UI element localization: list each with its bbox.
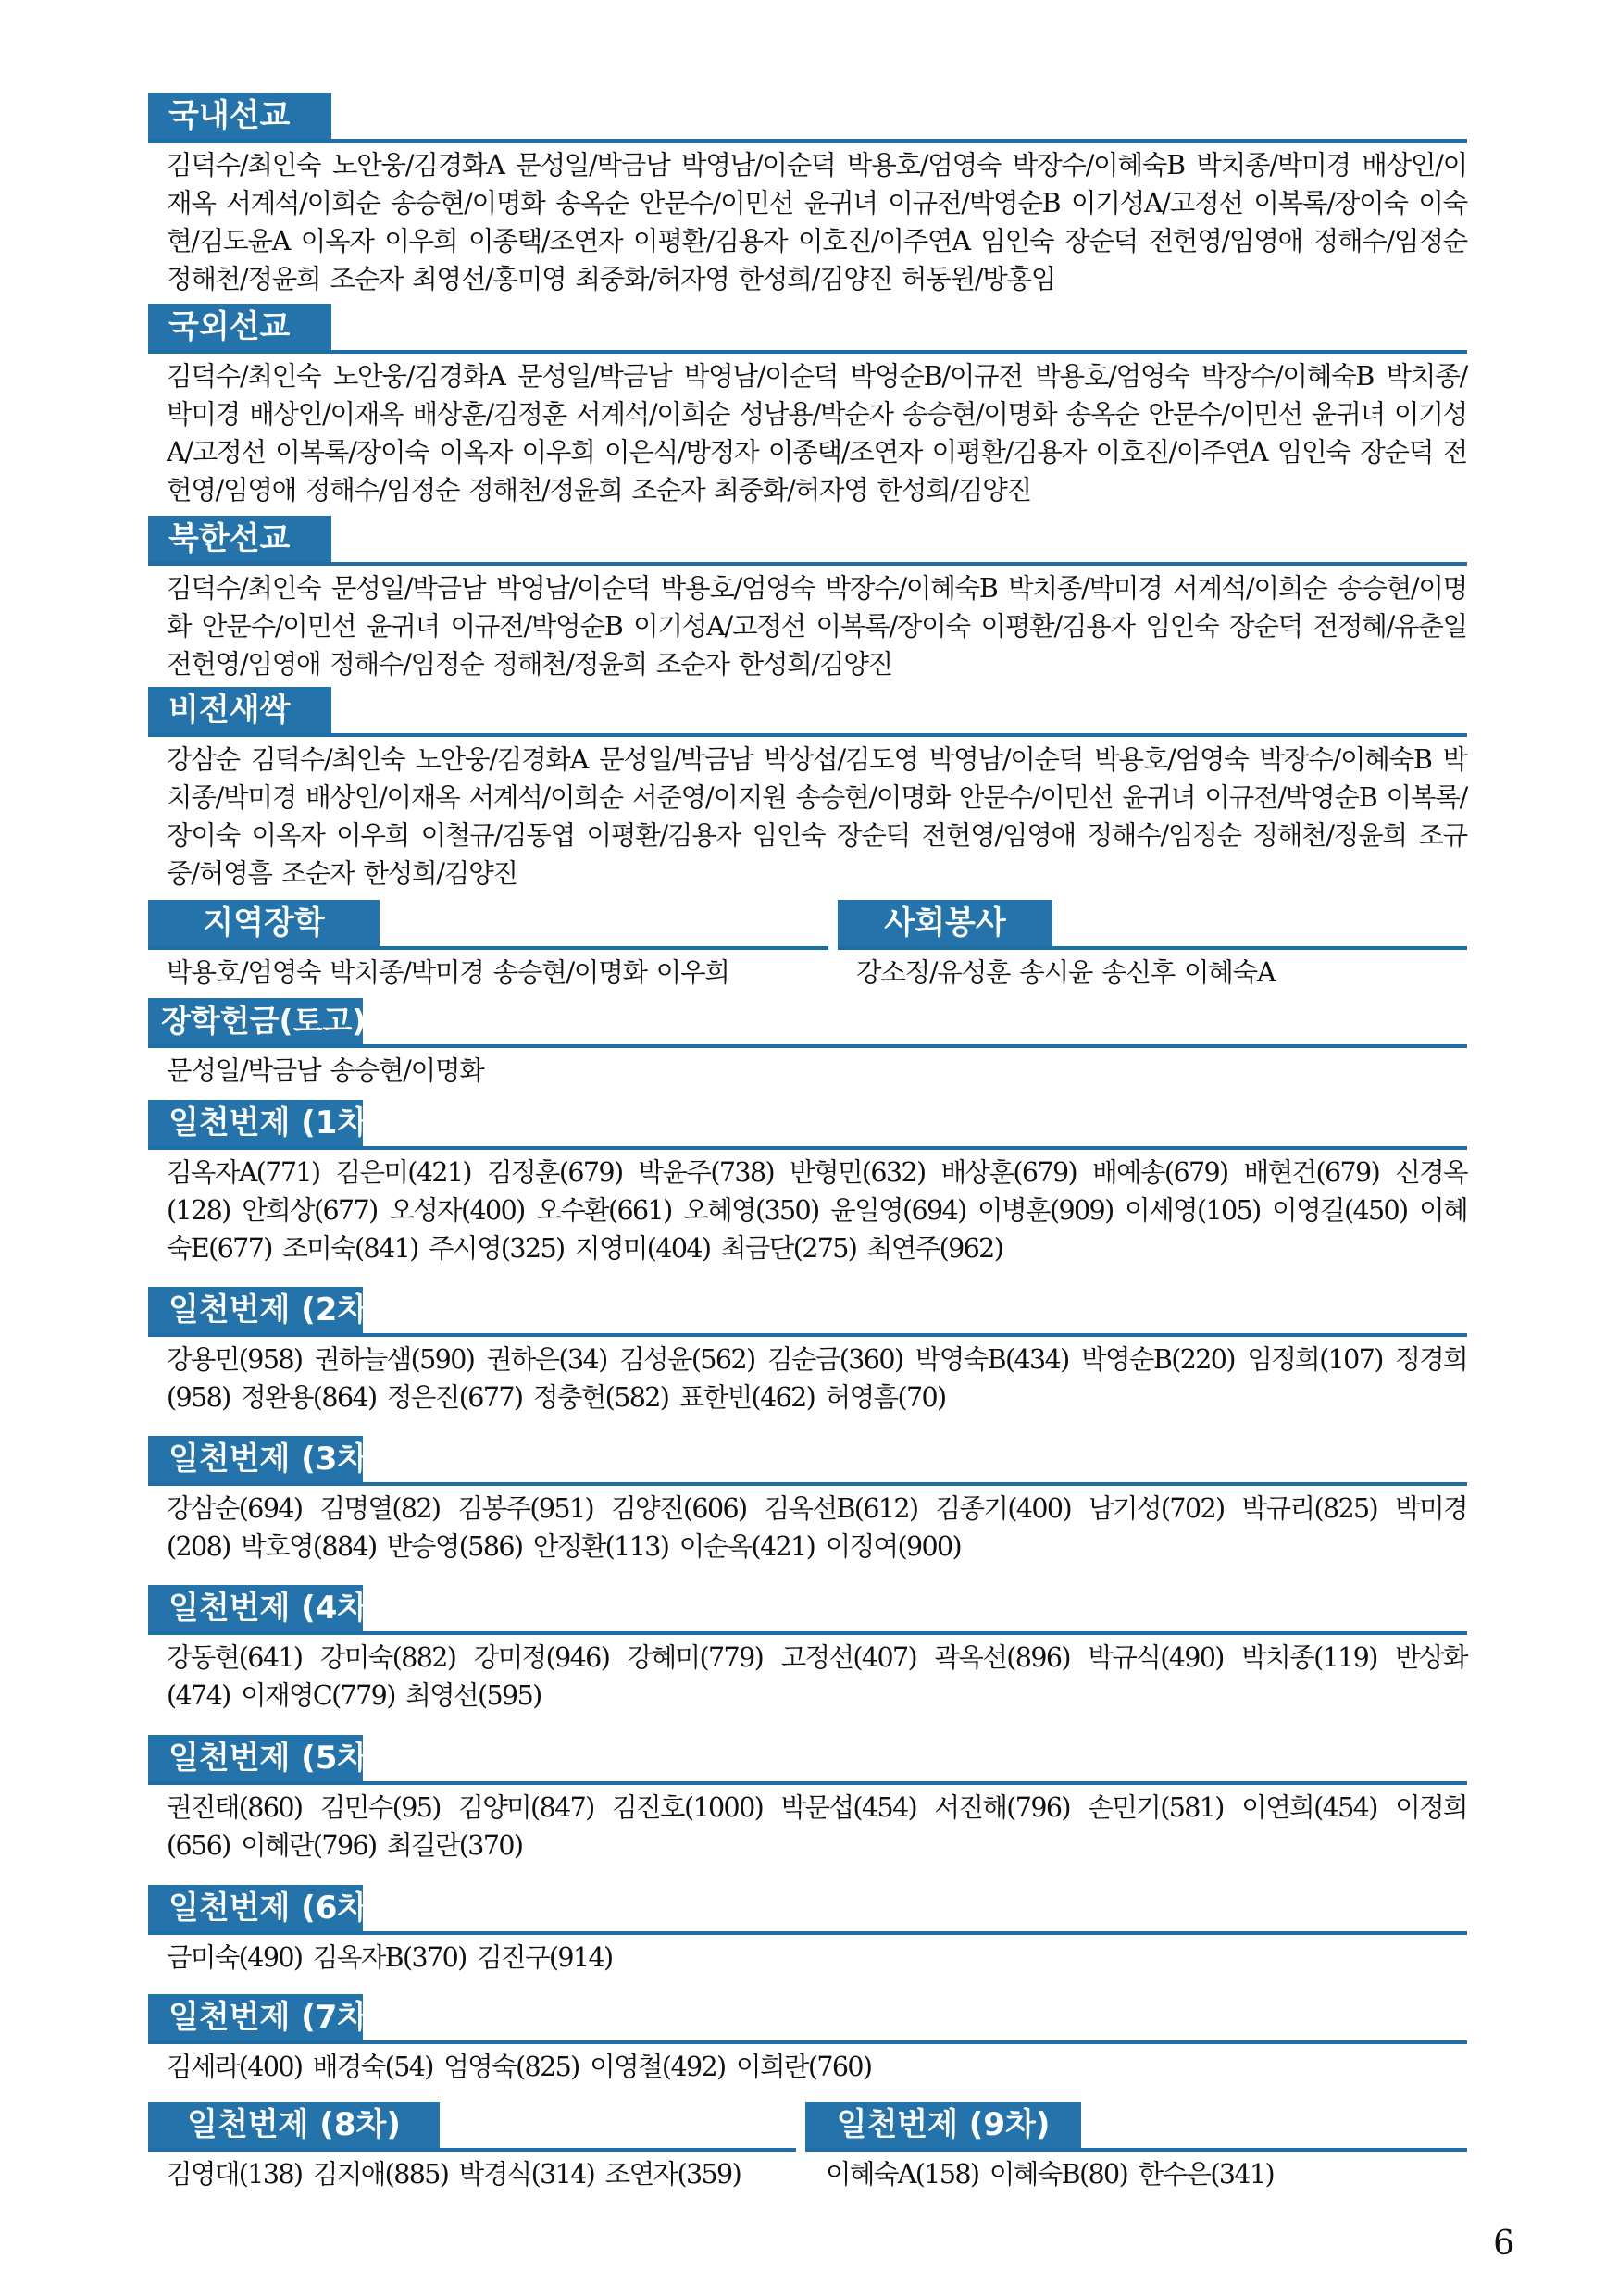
section-header — [148, 687, 1467, 737]
section-header — [148, 93, 1467, 143]
section-header — [838, 900, 1467, 950]
section-body: 김영대(138) 김지애(885) 박경식(314) 조연자(359) — [167, 2159, 741, 2190]
section-header — [148, 1994, 1467, 2044]
section-title: 일천번제 (2차) — [148, 1287, 363, 1333]
section-thousand-offering-5 — [148, 1735, 1467, 1865]
section-body: 강삼순 김덕수/최인숙 노안웅/김경화A 문성일/박금남 박상섭/김도영 박영남/이순덕 박용호/엄영숙 박장수/이혜숙B 박치종/박미경 배상인/이재옥 서계석/이희순 서준영/이지원 송승현/이명화 안문수/이민선 윤귀녀 이규전/박영순B 이복록/장이숙 이옥자 이우희 이철규/김동엽 이평환/김용자 임인숙 장순덕 전헌영/임영애 정해수/임정순 정해천/정윤희 조규중/허영흠 조순자 한성희/김양진 — [167, 744, 1467, 889]
section-title: 북한선교 — [148, 516, 331, 562]
section-body: 김옥자A(771) 김은미(421) 김정훈(679) 박윤주(738) 반형민(632) 배상훈(679) 배예송(679) 배현건(679) 신경옥(128) 안희상(677) 오성자(400) 오수환(661) 오혜영(350) 윤일영(694) 이병훈(909) 이세영(105) 이영길(450) 이혜숙E(677) 조미숙(841) 주시영(325) 지영미(404) 최금단(275) 최연주(962) — [167, 1157, 1467, 1264]
section-body: 김덕수/최인숙 노안웅/김경화A 문성일/박금남 박영남/이순덕 박영순B/이규전 박용호/엄영숙 박장수/이혜숙B 박치종/박미경 배상인/이재옥 배상훈/김정훈 서계석/이희순 성남용/박순자 송승현/이명화 송옥순 안문수/이민선 윤귀녀 이기성A/고정선 이복록/장이숙 이옥자 이우희 이은식/방정자 이종택/조연자 이평환/김용자 이호진/이주연A 임인숙 장순덕 전헌영/임영애 정해수/임정순 정해천/정윤희 조순자 최중화/허자영 한성희/김양진 — [167, 361, 1467, 505]
section-thousand-offering-1 — [148, 1100, 1467, 1267]
section-title: 사회봉사 — [838, 900, 1052, 946]
section-body: 금미숙(490) 김옥자B(370) 김진구(914) — [167, 1942, 613, 1973]
section-thousand-offering-9 — [805, 2102, 1467, 2193]
section-local-scholarship — [148, 900, 828, 992]
section-title: 일천번제 (1차) — [148, 1100, 363, 1146]
section-body: 강동현(641) 강미숙(882) 강미정(946) 강혜미(779) 고정선(407) 곽옥선(896) 박규식(490) 박치종(119) 반상화(474) 이재영C(779) 최영선(595) — [167, 1642, 1467, 1711]
section-header — [148, 304, 1467, 354]
section-body: 이혜숙A(158) 이혜숙B(80) 한수은(341) — [826, 2159, 1274, 2190]
section-header — [148, 1100, 1467, 1150]
section-vision — [148, 687, 1467, 892]
section-header — [148, 998, 1467, 1048]
section-header — [148, 516, 1467, 566]
section-title: 국외선교 — [148, 304, 331, 350]
section-header — [148, 1287, 1467, 1337]
section-body: 김세라(400) 배경숙(54) 엄영숙(825) 이영철(492) 이희란(760) — [167, 2052, 872, 2082]
section-title: 일천번제 (7차) — [148, 1994, 363, 2040]
section-title: 지역장학 — [148, 900, 380, 946]
section-title: 비전새싹 — [148, 687, 331, 733]
section-domestic-mission — [148, 93, 1467, 298]
section-togo-offering — [148, 998, 1467, 1090]
section-header — [148, 1735, 1467, 1785]
section-body: 박용호/엄영숙 박치종/박미경 송승현/이명화 이우희 — [167, 957, 729, 988]
section-header — [148, 1436, 1467, 1486]
section-title: 일천번제 (4차) — [148, 1585, 363, 1631]
section-thousand-offering-7 — [148, 1994, 1467, 2086]
section-body: 강용민(958) 권하늘샘(590) 권하은(34) 김성윤(562) 김순금(360) 박영숙B(434) 박영순B(220) 임정희(107) 정경희(958) 정완용(864) 정은진(677) 정충헌(582) 표한빈(462) 허영흠(70) — [167, 1344, 1467, 1413]
section-overseas-mission — [148, 304, 1467, 509]
section-thousand-offering-6 — [148, 1885, 1467, 1977]
section-header — [148, 2102, 796, 2152]
section-title: 장학헌금(토고) — [148, 998, 363, 1044]
section-header — [148, 1585, 1467, 1635]
section-header — [805, 2102, 1467, 2152]
section-header — [148, 900, 828, 950]
page-number: 6 — [1493, 2225, 1514, 2263]
section-title: 일천번제 (3차) — [148, 1436, 363, 1482]
section-title: 일천번제 (9차) — [805, 2102, 1081, 2148]
section-body: 문성일/박금남 송승현/이명화 — [167, 1055, 484, 1086]
section-body: 강소정/유성훈 송시윤 송신후 이혜숙A — [856, 957, 1276, 988]
section-title: 일천번제 (8차) — [148, 2102, 440, 2148]
section-social-service — [838, 900, 1467, 992]
section-body: 김덕수/최인숙 노안웅/김경화A 문성일/박금남 박영남/이순덕 박용호/엄영숙 박장수/이혜숙B 박치종/박미경 배상인/이재옥 서계석/이희순 송승현/이명화 송옥순 안문수/이민선 윤귀녀 이규전/박영순B 이기성A/고정선 이복록/장이숙 이숙현/김도윤A 이옥자 이우희 이종택/조연자 이평환/김용자 이호진/이주연A 임인숙 장순덕 전헌영/임영애 정해수/임정순 정해천/정윤희 조순자 최영선/홍미영 최중화/허자영 한성희/김양진 허동원/방홍임 — [167, 150, 1467, 294]
section-header — [148, 1885, 1467, 1935]
section-thousand-offering-4 — [148, 1585, 1467, 1715]
section-title: 국내선교 — [148, 93, 331, 139]
section-body: 김덕수/최인숙 문성일/박금남 박영남/이순덕 박용호/엄영숙 박장수/이혜숙B 박치종/박미경 서계석/이희순 송승현/이명화 안문수/이민선 윤귀녀 이규전/박영순B 이기성A/고정선 이복록/장이숙 이평환/김용자 임인숙 장순덕 전정혜/유춘일 전헌영/임영애 정해수/임정순 정해천/정윤희 조순자 한성희/김양진 — [167, 573, 1467, 680]
section-title: 일천번제 (6차) — [148, 1885, 363, 1931]
section-body: 권진태(860) 김민수(95) 김양미(847) 김진호(1000) 박문섭(454) 서진해(796) 손민기(581) 이연희(454) 이정희(656) 이혜란(796) 최길란(370) — [167, 1792, 1467, 1861]
section-thousand-offering-3 — [148, 1436, 1467, 1566]
section-thousand-offering-8 — [148, 2102, 796, 2193]
section-title: 일천번제 (5차) — [148, 1735, 363, 1781]
section-body: 강삼순(694) 김명열(82) 김봉주(951) 김양진(606) 김옥선B(612) 김종기(400) 남기성(702) 박규리(825) 박미경(208) 박호영(884) 반승영(586) 안정환(113) 이순옥(421) 이정여(900) — [167, 1493, 1467, 1562]
section-thousand-offering-2 — [148, 1287, 1467, 1416]
section-northkorea-mission — [148, 516, 1467, 683]
